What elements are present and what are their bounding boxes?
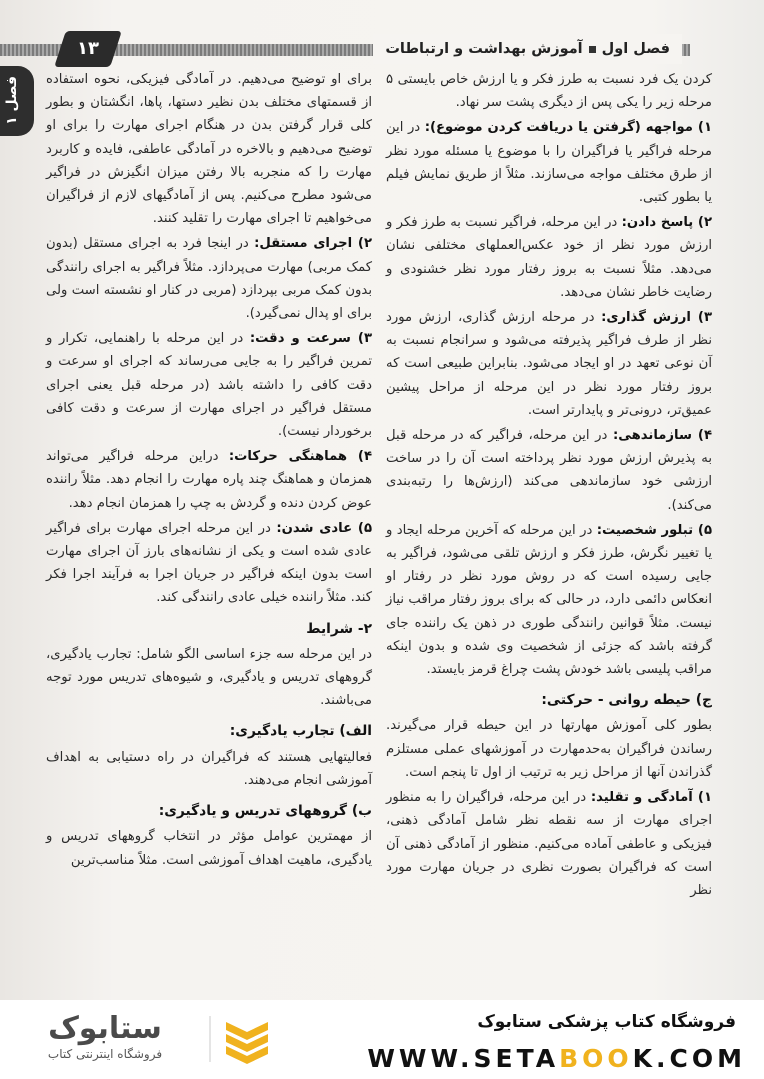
paragraph — [46, 720, 372, 743]
paragraph — [386, 786, 712, 902]
left-text-column — [46, 68, 372, 874]
paragraph — [386, 306, 712, 422]
url-prefix: WWW.SETA — [367, 1044, 560, 1073]
paragraph — [46, 232, 372, 325]
paragraph-lead: ۵) تبلور شخصیت: — [596, 522, 712, 538]
paragraph-lead: ۲) اجرای مستقل: — [254, 236, 372, 252]
paragraph — [386, 519, 712, 681]
footer-divider — [209, 1016, 211, 1062]
store-name: فروشگاه کتاب پزشکی ستابوک — [477, 1012, 736, 1032]
paragraph-text: برای او توضیح می‌دهیم. در آمادگی فیزیکی، نحوه استفاده از قسمتهای مختلف بدن نظیر دستها، پاها، انگشتان و بطور کلی قرار گرفتن بدن در هنگام اجرای مهارت را برای او توضیح می‌دهیم و بالاخره در آمادگی عاطفی، فایده و کاربرد مهارت را که منجربه بالا رفتن میزان انگیزش در فراگیر می‌شود مطرح می‌کنیم. پس از آمادگیهای لازم از فراگیران می‌خواهیم تا اجرای مهارت را تقلید کنند. — [46, 72, 372, 227]
subject-title: آموزش بهداشت و ارتباطات — [385, 41, 583, 57]
paragraph-text: در این مرحله با راهنمایی، تکرار و تمرین فراگیر را به جایی می‌رساند که اجرای او سرعت و دقت کافی را داشته باشد (در مرحله قبل یعنی اجرای مستقل فراگیر در اجرای مهارت از سرعت و دقت کافی برخوردار نیست). — [46, 331, 372, 440]
paragraph-lead: ۱) آمادگی و تقلید: — [590, 790, 713, 806]
paragraph-lead: ۴) هماهنگی حرکات: — [228, 449, 372, 465]
paragraph — [46, 618, 372, 641]
logo-wordmark: ستابوک — [48, 1011, 162, 1046]
paragraph-text: دراین مرحله فراگیر می‌تواند همزمان و هماهنگ چند پاره مهارت را انجام دهد. مثلاً راننده عوض کردن دنده و گردش به چپ را همزمان انجام دهد. — [46, 449, 372, 511]
paragraph-text: در مرحله ارزش گذاری، ارزش مورد نظر از طرف فراگیر پذیرفته می‌شود و سرانجام نسبت به آن نوعی تعهد در او ایجاد می‌شود. بنابراین طبیعی است که بروز رفتار مورد نظر در این مرحله از مراحل پیشین عمیق‌تر، درونی‌تر و پایدارتر است. — [386, 310, 712, 418]
paragraph — [386, 424, 712, 517]
running-header — [373, 34, 682, 64]
paragraph-lead: ۵) عادی شدن: — [276, 520, 372, 536]
logo-tagline: فروشگاه اینترنتی کتاب — [47, 1047, 163, 1061]
brand-logo[interactable] — [30, 1012, 180, 1062]
url-highlight: BOO — [559, 1044, 633, 1073]
paragraph — [46, 68, 372, 230]
paragraph — [46, 825, 372, 871]
paragraph — [46, 517, 372, 610]
paragraph — [46, 800, 372, 823]
book-logo-icon — [222, 1014, 272, 1064]
paragraph-lead: ج) حیطه روانی - حرکتی: — [541, 692, 712, 709]
paragraph-lead: ب) گروههای تدریس و یادگیری: — [158, 803, 372, 820]
paragraph-text: در این مرحله، فراگیر نسبت به طرز فکر و ارزش مورد نظر از خود عکس‌العملهای مختلفی نشان می‌دهد. مثلاً نسبت به بروز رفتار مورد نظر خشنودی و رضایت خاطر نشان می‌دهد. — [386, 215, 712, 300]
paragraph — [386, 68, 712, 114]
paragraph-lead: الف) تجارب یادگیری: — [229, 723, 372, 740]
page-number-badge — [54, 31, 122, 67]
paragraph-text: در این مرحله سه جزء اساسی الگو شامل: تجارب یادگیری، گروههای تدریس و یادگیری، و شیوه‌های تدریس مورد توجه می‌باشند. — [46, 646, 372, 709]
paragraph-text: فعالیتهایی هستند که فراگیران در راه دستیابی به اهداف آموزشی انجام می‌دهند. — [46, 749, 372, 788]
right-text-column — [386, 68, 712, 904]
paragraph — [46, 643, 372, 713]
paragraph-lead: ۲- شرایط — [306, 620, 372, 637]
paragraph-lead: ۲) پاسخ دادن: — [621, 215, 713, 231]
paragraph-lead: ۳) ارزش گذاری: — [601, 310, 712, 326]
chapter-side-tab — [0, 66, 34, 136]
paragraph-text: در این مرحله، فراگیران را به منظور اجرای مهارت از سه نقطه نظر شامل آمادگی ذهنی، فیزیکی و عاطفی آماده می‌کنیم. منظور از آمادگی ذهنی آن است که فراگیران بصورت نظری در جریان مهارت مورد نظر — [386, 790, 712, 898]
paragraph-text: از مهمترین عوامل مؤثر در انتخاب گروههای تدریس و یادگیری، ماهیت اهداف آموزشی است. مثلاً مناسب‌ترین — [46, 829, 372, 868]
paragraph — [386, 689, 712, 712]
paragraph — [46, 327, 372, 443]
url-suffix: K.COM — [632, 1044, 746, 1073]
paragraph-text: در این مرحله فراگیر یا فراگیران را با موضوع یا مسئله مورد نظر از طرق مختلف مواجه می‌سازند. مثلاً از طریق نمایش فیلم یا بطور کتبی. — [386, 120, 712, 206]
paragraph — [386, 211, 712, 304]
paragraph — [386, 714, 712, 784]
paragraph-lead: ۳) سرعت و دقت: — [249, 331, 372, 347]
paragraph — [46, 445, 372, 515]
paragraph-text: در این مرحله اجرای مهارت برای فراگیر عادی شده است و یکی از نشانه‌های بارز آن اجرای مهارت است بدون اینکه فراگیر در جریان اجرا به فرآیند اجرا فکر کند. مثلاً راننده خیلی عادی رانندگی کند. — [46, 520, 372, 606]
paragraph-text: کردن یک فرد نسبت به طرز فکر و یا ارزش خاص بایستی ۵ مرحله زیر را یکی پس از دیگری پشت سر نهاد. — [386, 72, 712, 111]
paragraph — [46, 746, 372, 792]
chapter-title: فصل اول — [601, 41, 670, 57]
paragraph-text: در این مرحله، فراگیر که در مرحله قبل به پذیرش ارزش مورد نظر پرداخته است آن را در ساخت ارزشی خود سازماندهی می‌کند (ارزش‌ها را رتبه‌بندی می‌کند). — [386, 428, 712, 513]
separator-square-icon — [589, 46, 596, 53]
paragraph-text: در اینجا فرد به اجرای مستقل (بدون کمک مربی) مهارت می‌پردازد. مثلاً فراگیر به اجرای رانندگی بدون کمک مربی بپردازد (مربی در کنار او نشسته است ولی برای او پدال نمی‌گیرد). — [46, 236, 372, 322]
store-url[interactable] — [367, 1044, 746, 1073]
paragraph-text: بطور کلی آموزش مهارتها در این حیطه قرار می‌گیرند. رساندن فراگیران به‌حدمهارت در آموزشهای عملی مستلزم گذراندن آنها از مراحل زیر به ترتیب از اول تا پنجم است. — [386, 718, 712, 780]
paragraph-lead: ۱) مواجهه (گرفتن یا دریافت کردن موضوع): — [424, 120, 712, 136]
side-tab-label: فصل ۱ — [4, 76, 20, 125]
paragraph-lead: ۴) سازماندهی: — [612, 428, 713, 444]
paragraph-text: در این مرحله که آخرین مرحله ایجاد و یا تغییر نگرش، طرز فکر و ارزش تلقی می‌شود، فراگیر به جایی رسیده است که در روش مورد نظر در رفتار او انعکاس دائمی دارد، در حالی که برای بروز رفتار مراقب نیاز نیست. مثلاً قوانین رانندگی طوری در ذهن یک راننده جای گرفته باشد که جزئی از شخصیت وی شده و بدون اینکه مراقب پلیسی باشد خودش پشت چراغ قرمز بایستد. — [386, 522, 712, 678]
page-number: ١٣ — [77, 38, 99, 59]
paragraph — [386, 116, 712, 209]
store-footer — [0, 1000, 764, 1079]
